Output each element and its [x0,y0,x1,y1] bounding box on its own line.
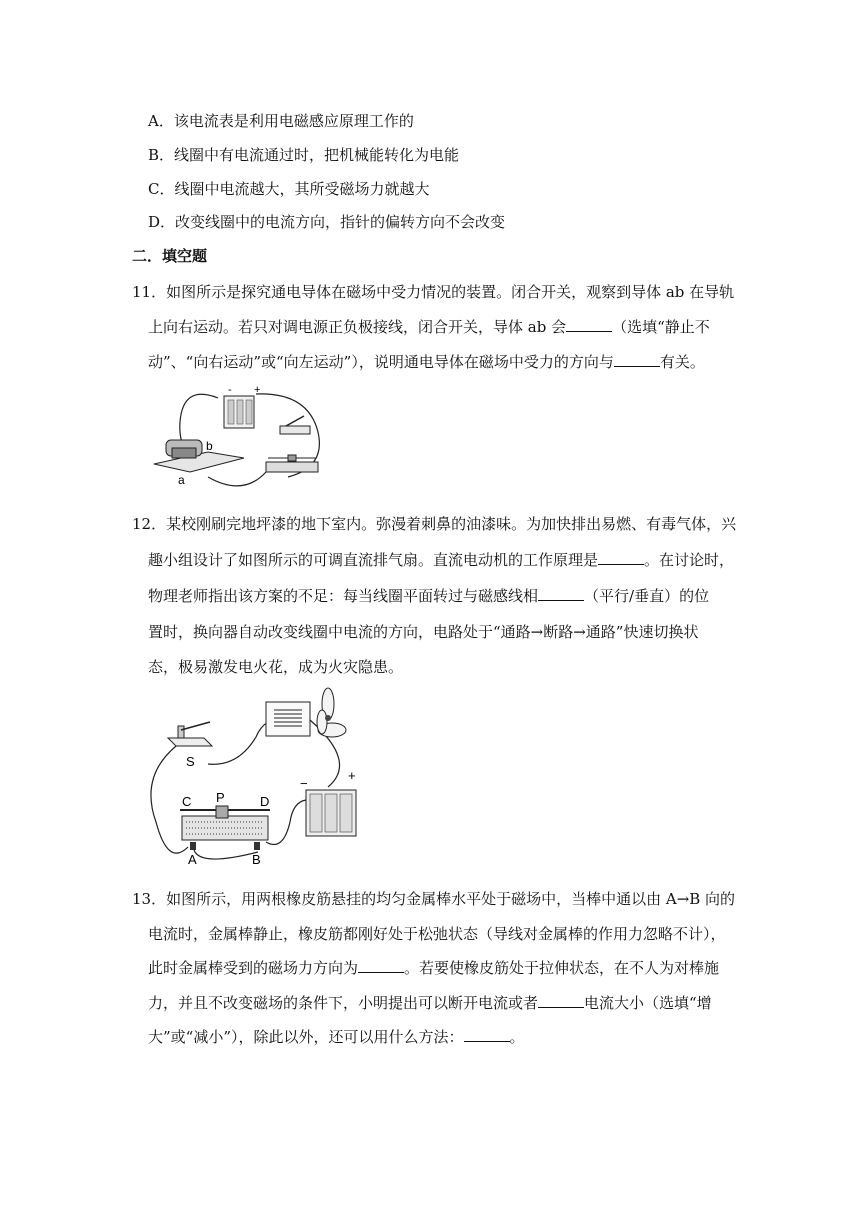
figure-12-circuit [148,682,368,872]
q12-line-3 [148,586,709,606]
answer-blank[interactable] [614,352,660,367]
q13-line-5 [148,1027,525,1047]
q12-line-5: 态，极易激发电火花，成为火灾隐患。 [148,658,404,676]
fig11-label-a: a [178,473,185,487]
q12-line-2-text: 趣小组设计了如图所示的可调直流排气扇。直流电动机的工作原理是 [148,551,599,569]
option-c: C．线圈中电流越大，其所受磁场力就越大 [148,180,430,198]
answer-blank[interactable] [358,958,404,973]
fig12-label-d: D [260,794,270,809]
q13-line-2: 电流时，金属棒静止，橡皮筋都刚好处于松弛状态（导线对金属棒的作用力忽略不计）， [148,925,726,943]
rheostat-icon [180,806,270,850]
fig12-label-b: B [252,852,261,867]
q12-line-3-tail: （平行/垂直）的位 [584,587,710,605]
q13-line-5-text: 大”或“减小”），除此以外，还可以用什么方法： [148,1028,464,1046]
fig12-minus-label: − [300,776,308,791]
option-a: A．该电流表是利用电磁感应原理工作的 [148,112,414,130]
q11-line-1: 11．如图所示是探究通电导体在磁场中受力情况的装置。闭合开关，观察到导体 ab 在导轨 [132,283,735,301]
magnet-icon [154,440,244,472]
q11-line-3 [148,352,705,372]
q13-line-3-text: 此时金属棒受到的磁场力方向为 [148,959,359,977]
figure-11-circuit [148,382,338,492]
rheostat-icon [266,455,318,472]
answer-blank[interactable] [598,550,644,565]
answer-blank[interactable] [538,993,584,1008]
battery-icon [224,396,254,428]
q13-line-4 [148,993,712,1013]
q13-line-3 [148,958,719,978]
switch-icon [168,722,212,746]
fig11-plus-label: + [254,384,261,396]
q13-line-4-tail: 电流大小（选填“增 [584,994,712,1012]
answer-blank[interactable] [464,1027,510,1042]
motor-icon [266,702,310,736]
fig11-label-b: b [206,439,213,453]
section-title: 二．填空题 [132,247,208,265]
q11-line-2 [148,317,710,337]
q11-line-2-tail: （选填“静止不 [612,318,710,336]
q12-line-2 [148,550,734,570]
q11-line-3-tail: 有关。 [659,353,705,371]
option-d: D．改变线圈中的电流方向，指针的偏转方向不会改变 [148,213,506,231]
q13-line-4-text: 力，并且不改变磁场的条件下，小明提出可以断开电流或者 [148,994,539,1012]
fig12-label-a: A [188,852,197,867]
fig12-label-c: C [182,794,192,809]
answer-blank[interactable] [538,586,584,601]
fig11-minus-label: - [228,384,232,396]
answer-blank[interactable] [566,317,612,332]
q12-line-4: 置时，换向器自动改变线圈中电流的方向，电路处于“通路→断路→通路”快速切换状 [148,623,699,641]
q11-line-2-text: 上向右运动。若只对调电源正负极接线，闭合开关，导体 ab 会 [148,318,567,336]
fig12-plus-label: + [348,768,356,783]
q12-line-3-text: 物理老师指出该方案的不足：每当线圈平面转过与磁感线相 [148,587,539,605]
battery-icon [306,790,356,836]
fig12-label-p: P [216,790,225,805]
q13-line-5-tail: 。 [509,1028,525,1046]
switch-icon [280,416,310,434]
fan-icon [317,688,346,737]
q12-line-1: 12．某校刚刷完地坪漆的地下室内。弥漫着刺鼻的油漆味。为加快排出易燃、有毒气体，兴 [132,515,737,533]
q11-line-3-text: 动”、“向右运动”或“向左运动”），说明通电导体在磁场中受力的方向与 [148,353,614,371]
q13-line-1: 13．如图所示，用两根橡皮筋悬挂的均匀金属棒水平处于磁场中，当棒中通以由 A→B 向的 [132,890,736,908]
option-b: B．线圈中有电流通过时，把机械能转化为电能 [148,146,460,164]
q12-line-2-tail: 。在讨论时， [644,551,735,569]
fig12-label-s: S [186,754,195,769]
q13-line-3-tail: 。若要使橡皮筋处于拉伸状态，在不人为对棒施 [404,959,720,977]
